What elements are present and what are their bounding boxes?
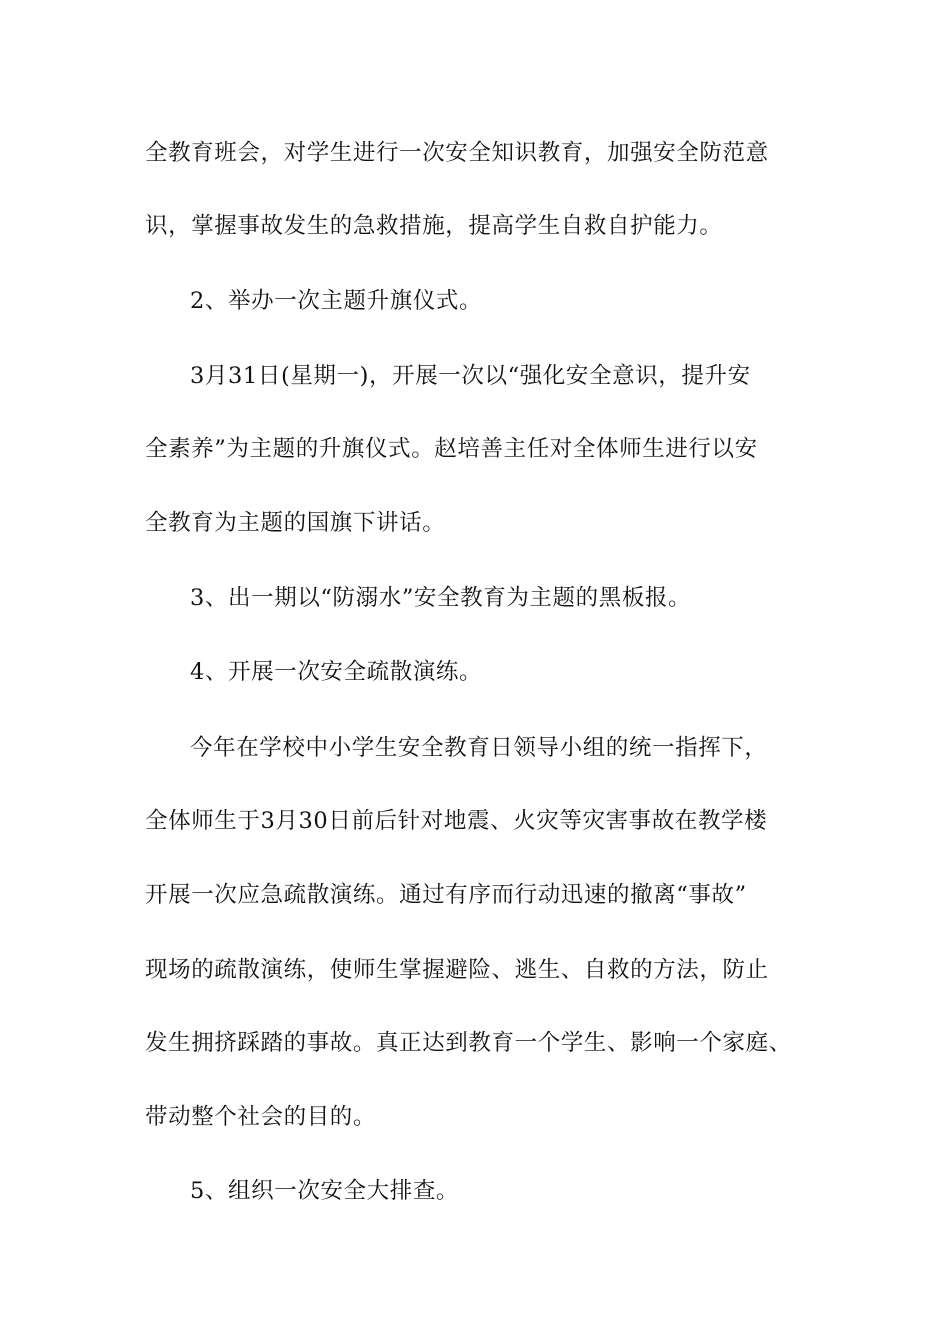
paragraph-line: 今年在学校中小学生安全教育日领导小组的统一指挥下， xyxy=(190,735,768,761)
paragraph-line: 全教育为主题的国旗下讲话。 xyxy=(145,510,446,536)
list-item-heading: 4、开展一次安全疏散演练。 xyxy=(190,659,483,685)
paragraph-line: 现场的疏散演练，使师生掌握避险、逃生、自救的方法，防止 xyxy=(145,957,769,983)
list-item-heading: 2、举办一次主题升旗仪式。 xyxy=(190,288,483,314)
paragraph-line: 3月31日(星期一)，开展一次以“强化安全意识，提升安 xyxy=(190,363,751,389)
paragraph-line: 全体师生于3月30日前后针对地震、火灾等灾害事故在教学楼 xyxy=(145,808,768,834)
paragraph-line: 全教育班会，对学生进行一次安全知识教育，加强安全防范意 xyxy=(145,140,769,166)
paragraph-line: 发生拥挤踩踏的事故。真正达到教育一个学生、影响一个家庭、 xyxy=(145,1030,792,1056)
list-item-heading: 3、出一期以“防溺水”安全教育为主题的黑板报。 xyxy=(190,585,692,611)
paragraph-line: 带动整个社会的目的。 xyxy=(145,1104,377,1130)
paragraph-line: 全素养”为主题的升旗仪式。赵培善主任对全体师生进行以安 xyxy=(145,436,758,462)
list-item-heading: 5、组织一次安全大排查。 xyxy=(190,1178,460,1204)
paragraph-line: 开展一次应急疏散演练。通过有序而行动迅速的撤离“事故” xyxy=(145,882,747,908)
paragraph-line: 识，掌握事故发生的急救措施，提高学生自救自护能力。 xyxy=(145,213,723,239)
